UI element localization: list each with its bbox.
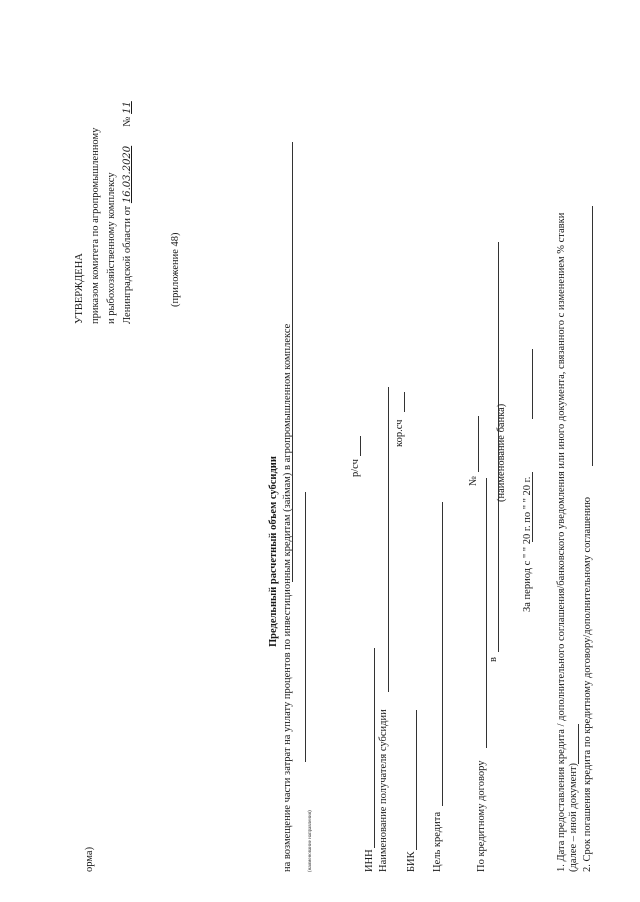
order-line-3 [122,101,134,324]
direction-caption: (наименование направления) [308,810,313,872]
recipient-field-line [388,387,389,692]
bik-label: БИК [406,851,417,872]
order-line-1: приказом комитета по агропромышленному [90,127,101,324]
order-line-2: и рыбохозяйственному комплексу [106,172,117,324]
corr-account-field-line [404,392,405,412]
corr-account-label: кор.сч [394,419,405,447]
order-number-label: № [122,116,133,127]
contract-number-label: № [468,475,479,486]
form-subtitle: на возмещение части затрат на уплату процентов по инвестиционным кредитам (займам) в агропромышленном комплексе [282,323,293,872]
recipient-label: Наименование получателя субсидии [378,709,389,872]
account-field-line [360,436,361,456]
form-label-fragment: орма) [84,846,95,872]
item-1-field-line [578,724,579,764]
item-2-line: 2. Срок погашения кредита по кредитному договору/дополнительному соглашению [582,497,593,872]
approved-label: УТВЕРЖДЕНА [74,253,85,324]
item-1-line-1: 1. Дата предоставления кредита / дополнительного соглашения/банковского уведомления или иного документа, связанного с изменением % ставки [556,212,567,872]
period-label: За период с " " 20 г. по " " 20 г. [522,476,533,612]
subtitle-underline [292,142,293,582]
form-heading: Предельный расчетный объем субсидии [268,456,279,647]
item-1-line-2: (далее – иной документ) [568,762,579,872]
purpose-label: Цель кредита [432,811,443,872]
inn-field-line [374,648,375,848]
bik-field-line [416,710,417,850]
inn-label: ИНН [364,849,375,872]
order-date-handwritten: 16.03.2020 [122,145,133,204]
purpose-field-line [442,502,443,806]
contract-field-line [486,478,487,748]
appendix-label: (приложение 48) [170,232,181,307]
direction-underline [305,492,306,762]
item-2-field-line [592,206,593,466]
order-number-handwritten: 11 [122,101,133,114]
contract-label: По кредитному договору [476,760,487,872]
account-label: р/сч [350,459,361,477]
order-line-3-prefix: Ленинградской области от [122,205,133,324]
period-to-line [532,349,533,419]
contract-number-line [478,416,479,472]
bank-caption: (наименование банка) [496,403,507,502]
period-from-line [532,472,533,542]
bank-prefix-label: в [488,657,499,662]
